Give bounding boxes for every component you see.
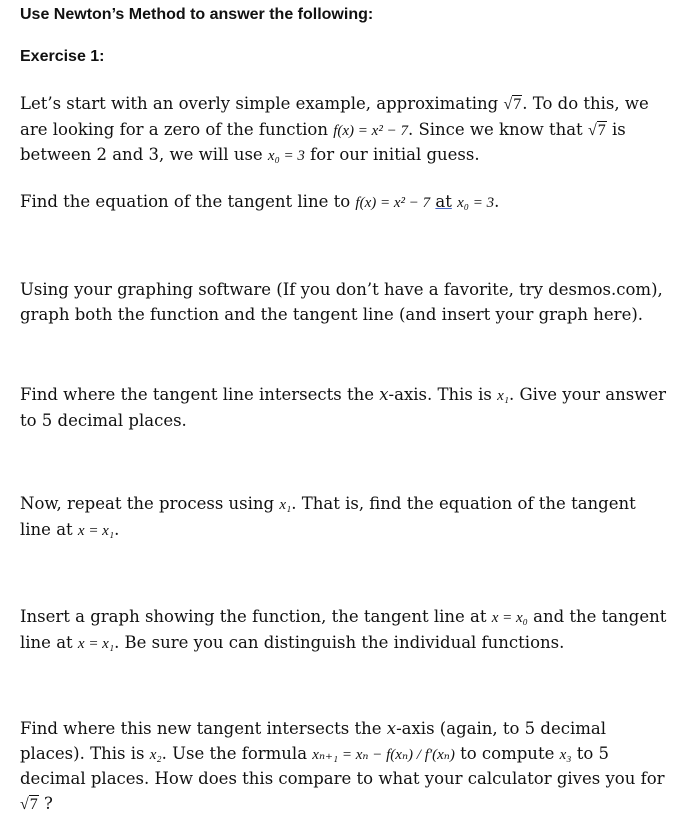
x1-expression-2: x₁ [279,497,291,513]
x-equals-x0-expression: x = x₀ [492,610,528,626]
x1-expression: x₁ [497,388,509,404]
exercise-heading: Exercise 1: [20,48,670,66]
sqrt-seven-expression: √7 [503,93,522,118]
x2-expression: x₂ [150,747,162,763]
x-equals-x1-expression-2: x = x₁ [78,636,114,652]
insert-graph-instruction: Insert a graph showing the function, the tangent line at x = x₀ and the tangent line at x = x₁. Be sure you can distinguish the individual functions. [20,605,670,656]
page-title: Use Newton’s Method to answer the following: [20,6,670,24]
repeat-process-question: Now, repeat the process using x₁. That is, find the equation of the tangent line at x = x₁. [20,492,670,543]
x-equals-x1-expression: x = x₁ [78,523,114,539]
sqrt-seven-expression-2: √7 [588,119,607,144]
sqrt-seven-expression-3: √7 [20,793,39,817]
x3-expression: x₃ [560,747,572,763]
at-word: at [435,192,451,211]
intro-paragraph: Let’s start with an overly simple example, approximating √7. To do this, we are looking for a zero of the function f(x) = x² − 7. Since we know that √7 is between 2 and 3, we will use x₀ = 3 for our initial guess. [20,92,670,169]
tangent-line-question: Find the equation of the tangent line to f(x) = x² − 7 at x₀ = 3. [20,190,670,216]
function-expression: f(x) = x² − 7 [333,123,408,139]
graph-instruction: Using your graphing software (If you don’t have a favorite, try desmos.com), graph both the function and the tangent line (and insert your graph here). [20,278,670,327]
newton-formula-question: Find where this new tangent intersects the x-axis (again, to 5 decimal places). This is x₂. Use the formula xₙ₊₁ = xₙ − f(xₙ) / f′(xₙ) to compute x₃ to 5 decimal places. How does this compare to what your calculator gives you for √7 ? [20,717,670,817]
newton-formula: xₙ₊₁ = xₙ − f(xₙ) / f′(xₙ) [312,747,455,763]
x0-expression: x₀ = 3 [457,195,494,211]
function-expression-2: f(x) = x² − 7 [355,195,430,211]
x-intercept-question: Find where the tangent line intersects the x-axis. This is x₁. Give your answer to 5 decimal places. [20,383,670,433]
initial-guess-expression: x₀ = 3 [268,148,305,164]
